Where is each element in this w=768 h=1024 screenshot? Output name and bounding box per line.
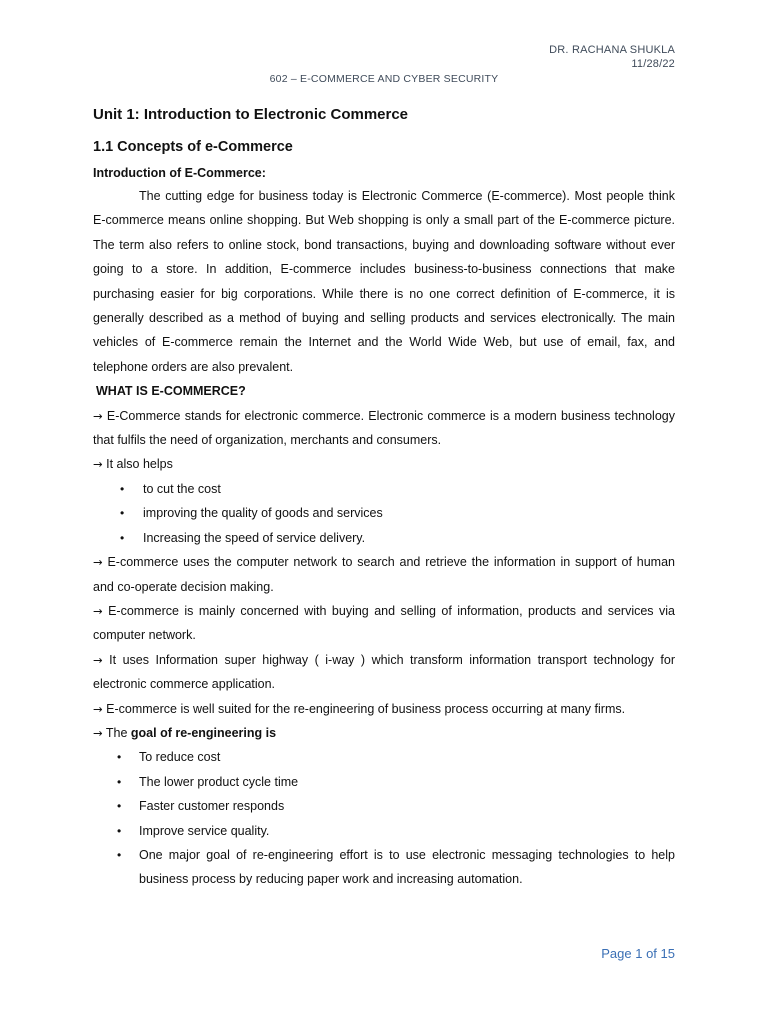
bullet-icon: • xyxy=(120,506,125,521)
point-2-text: It also helps xyxy=(106,457,173,472)
list-item-text: improving the quality of goods and services xyxy=(143,506,383,521)
bullet-icon: • xyxy=(120,530,125,545)
point-5 xyxy=(93,648,675,697)
page-number: Page 1 of 15 xyxy=(601,946,675,961)
arrow-icon: → xyxy=(93,652,103,667)
list-item xyxy=(93,501,675,525)
point-7 xyxy=(93,721,675,745)
list-item-text: to cut the cost xyxy=(143,481,221,496)
point-3 xyxy=(93,550,675,599)
arrow-icon: → xyxy=(93,603,103,618)
arrow-icon: → xyxy=(93,555,103,570)
intro-heading: Introduction of E-Commerce: xyxy=(93,166,266,180)
list-item-text: One major goal of re-engineering effort is to use electronic messaging technologies to help business process by reducing paper work and increasing automation. xyxy=(139,847,675,887)
goals-list xyxy=(93,745,675,891)
bullet-icon: • xyxy=(117,847,122,862)
list-item xyxy=(93,819,675,843)
unit-title: Unit 1: Introduction to Electronic Commerce xyxy=(93,106,409,123)
what-is-heading: WHAT IS E-COMMERCE? xyxy=(96,384,246,399)
list-item xyxy=(93,770,675,794)
point-1 xyxy=(93,404,675,453)
section-title: 1.1 Concepts of e-Commerce xyxy=(93,139,293,155)
list-item xyxy=(93,843,675,892)
list-item xyxy=(93,745,675,769)
intro-paragraph: The cutting edge for business today is Electronic Commerce (E-commerce). Most people think E-commerce means online shopping. But Web shopping is only a small part of the E-commerce picture. The term also refers to online stock, bond transactions, buying and downloading software without ever going to a store. In addition, E-commerce includes business-to-business connections that make purchasing easier for big corporations. While there is no one correct definition of E-commerce, it is generally described as a method of buying and selling products and services electronically. The main vehicles of E-commerce remain the Internet and the World Wide Web, but use of email, fax, and telephone orders are also prevalent. xyxy=(93,189,675,374)
list-item xyxy=(93,794,675,818)
page-content xyxy=(93,104,675,892)
header-date: 11/28/22 xyxy=(631,58,675,70)
bullet-icon: • xyxy=(117,750,122,765)
point-6-text: E-commerce is well suited for the re-engineering of business process occurring at many firms. xyxy=(106,701,626,716)
list-item-text: The lower product cycle time xyxy=(139,774,299,789)
list-item-text: To reduce cost xyxy=(139,750,221,765)
point-7-bold: goal of re-engineering is xyxy=(130,725,277,740)
list-item xyxy=(93,477,675,501)
header-author: DR. RACHANA SHUKLA xyxy=(549,44,675,56)
point-4-text: E-commerce is mainly concerned with buying and selling of information, products and services via computer network. xyxy=(93,603,675,643)
arrow-icon: → xyxy=(93,701,103,716)
point-1-text: E-Commerce stands for electronic commerce. Electronic commerce is a modern business technology that fulfils the need of organization, merchants and consumers. xyxy=(93,408,675,448)
arrow-icon: → xyxy=(93,457,103,472)
list-item-text: Faster customer responds xyxy=(139,799,285,814)
point-4 xyxy=(93,599,675,648)
point-6 xyxy=(93,697,675,721)
arrow-icon: → xyxy=(93,408,103,423)
point-2 xyxy=(93,452,675,476)
point-5-text: It uses Information super highway ( i-way ) which transform information transport technology for electronic commerce application. xyxy=(93,652,675,692)
point-3-text: E-commerce uses the computer network to search and retrieve the information in support of human and co-operate decision making. xyxy=(93,555,675,594)
list-item-text: Increasing the speed of service delivery. xyxy=(143,530,366,545)
list-item xyxy=(93,526,675,550)
bullet-icon: • xyxy=(120,481,125,496)
bullet-icon: • xyxy=(117,774,122,789)
point-7-prefix: The xyxy=(105,725,131,740)
header-course-title: 602 – E-COMMERCE AND CYBER SECURITY xyxy=(269,73,499,85)
bullet-icon: • xyxy=(117,823,122,838)
helps-list xyxy=(93,477,675,550)
list-item-text: Improve service quality. xyxy=(139,823,270,838)
arrow-icon: → xyxy=(93,725,103,740)
bullet-icon: • xyxy=(117,799,122,814)
